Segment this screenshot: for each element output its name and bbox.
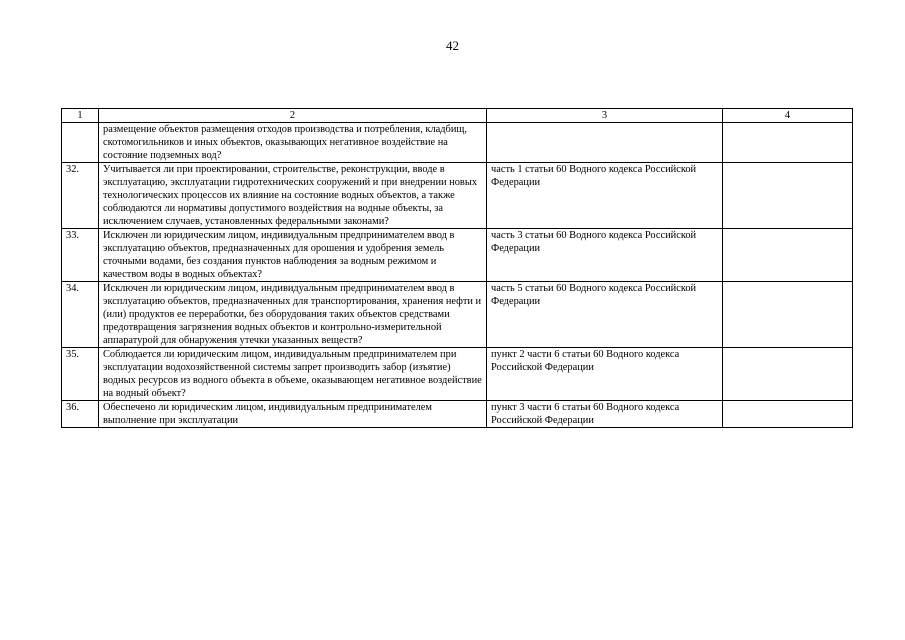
requirements-table: [61, 108, 853, 428]
row-number: 36.: [62, 401, 99, 428]
legal-reference: часть 5 статьи 60 Водного кодекса Российской Федерации: [487, 282, 723, 348]
question-text: Соблюдается ли юридическим лицом, индивидуальным предпринимателем при эксплуатации водохозяйственной системы запрет производить забор (изъятие) водных ресурсов из водного объекта в объеме, оказывающем негативное воздействие на водный объект?: [99, 348, 487, 401]
question-text: Обеспечено ли юридическим лицом, индивидуальным предпринимателем выполнение при эксплуатации: [99, 401, 487, 428]
table-row: [62, 123, 853, 163]
column-header-1: 1: [62, 109, 99, 123]
question-text: Учитывается ли при проектировании, строительстве, реконструкции, вводе в эксплуатацию, эксплуатации гидротехнических сооружений и при внедрении новых технологических процессов их влияние на состояние водных объектов, а также соблюдаются ли нормативы допустимого воздействия на водные объекты, за исключением случаев, установленных федеральными законами?: [99, 163, 487, 229]
legal-reference: часть 1 статьи 60 Водного кодекса Российской Федерации: [487, 163, 723, 229]
question-text: Исключен ли юридическим лицом, индивидуальным предпринимателем ввод в эксплуатацию объектов, предназначенных для орошения и удобрения земель сточными водами, без создания пунктов наблюдения за водным режимом и качеством воды в водных объектах?: [99, 229, 487, 282]
notes-cell: [723, 229, 853, 282]
legal-reference: пункт 2 части 6 статьи 60 Водного кодекса Российской Федерации: [487, 348, 723, 401]
row-number: 32.: [62, 163, 99, 229]
column-header-3: 3: [487, 109, 723, 123]
page-number: 42: [446, 38, 459, 53]
column-header-4: 4: [723, 109, 853, 123]
table-row: [62, 348, 853, 401]
notes-cell: [723, 401, 853, 428]
row-number: [62, 123, 99, 163]
notes-cell: [723, 282, 853, 348]
question-text: Исключен ли юридическим лицом, индивидуальным предпринимателем ввод в эксплуатацию объектов, предназначенных для транспортирования, хранения нефти и (или) продуктов ее переработки, без оборудования таких объектов средствами предотвращения загрязнения водных объектов и контрольно-измерительной аппаратурой для обнаружения утечки указанных веществ?: [99, 282, 487, 348]
notes-cell: [723, 348, 853, 401]
row-number: 33.: [62, 229, 99, 282]
row-number: 35.: [62, 348, 99, 401]
table-row: [62, 163, 853, 229]
table-row: [62, 282, 853, 348]
column-header-2: 2: [99, 109, 487, 123]
notes-cell: [723, 123, 853, 163]
table-header-row: [62, 109, 853, 123]
notes-cell: [723, 163, 853, 229]
table-row: [62, 401, 853, 428]
table-row: [62, 229, 853, 282]
legal-reference: часть 3 статьи 60 Водного кодекса Российской Федерации: [487, 229, 723, 282]
question-text: размещение объектов размещения отходов производства и потребления, кладбищ, скотомогильников и иных объектов, оказывающих негативное воздействие на состояние подземных вод?: [99, 123, 487, 163]
legal-reference: [487, 123, 723, 163]
legal-reference: пункт 3 части 6 статьи 60 Водного кодекса Российской Федерации: [487, 401, 723, 428]
row-number: 34.: [62, 282, 99, 348]
